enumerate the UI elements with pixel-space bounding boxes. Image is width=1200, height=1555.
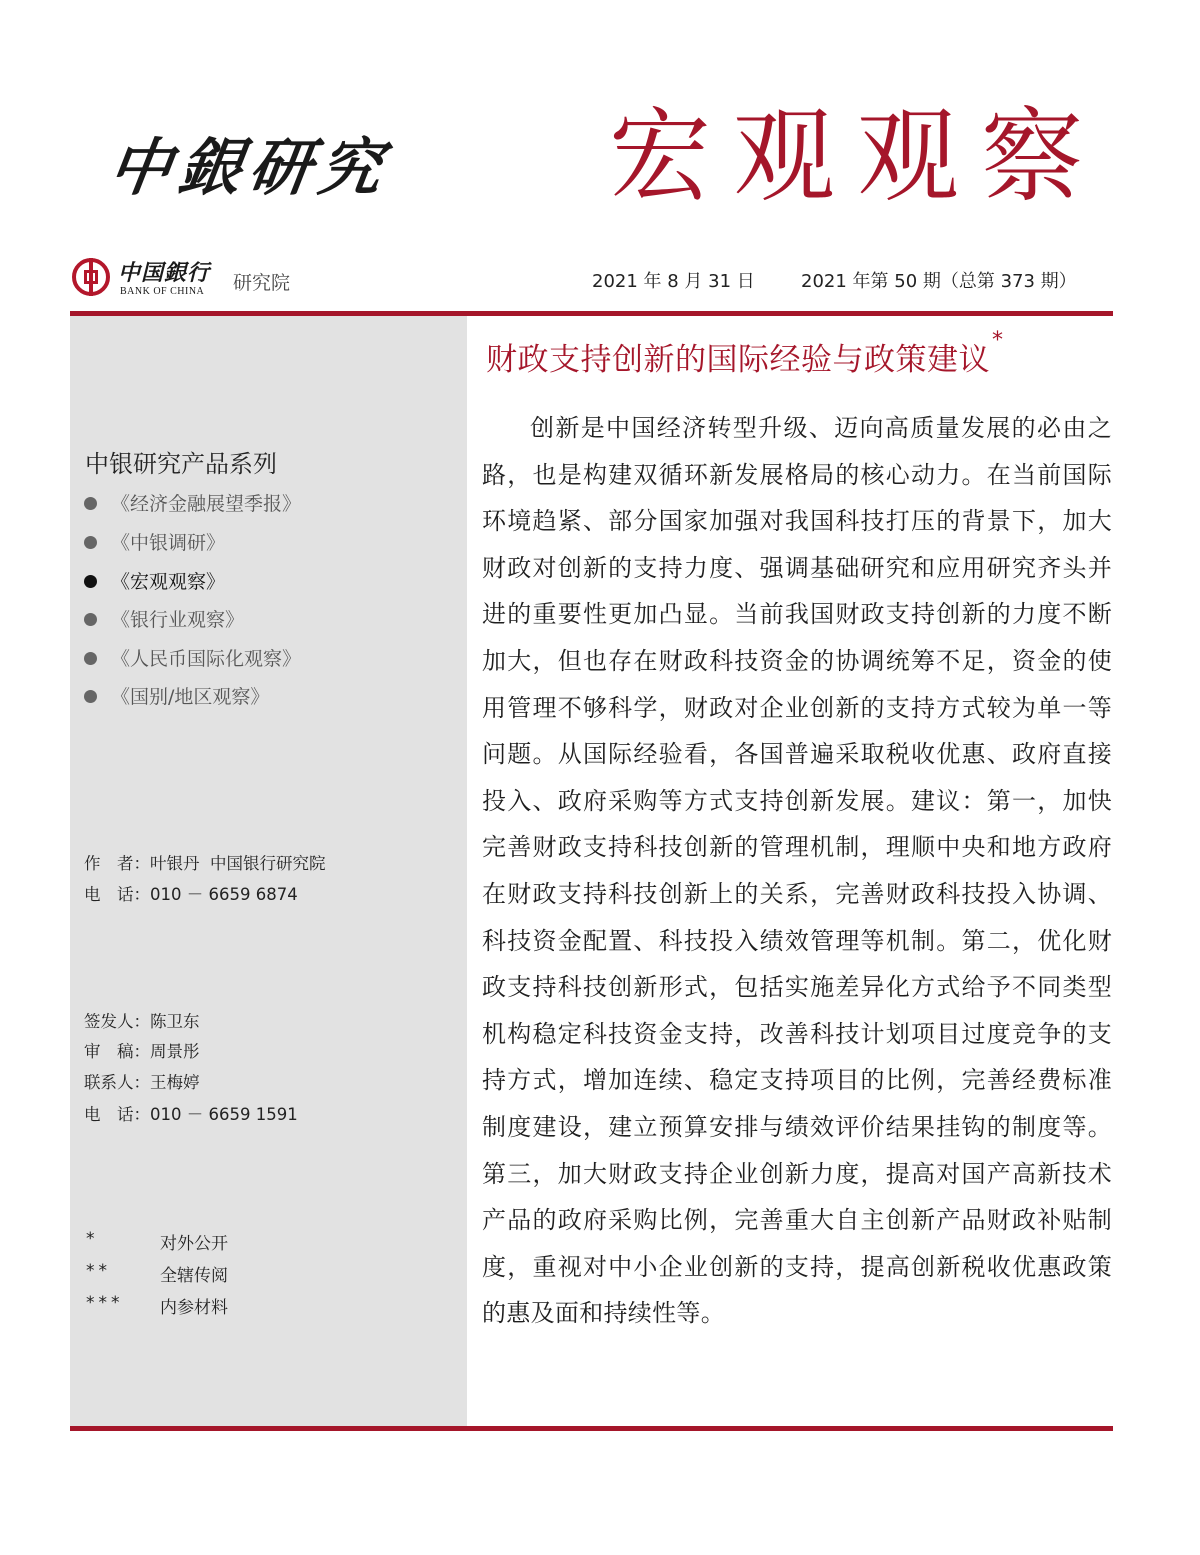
series-item-label: 《银行业观察》 [111,609,245,631]
bullet-icon [84,613,97,626]
bank-of-china-logo-icon [72,258,110,296]
bullet-icon [84,497,97,510]
series-item [84,684,269,710]
series-item-current [84,569,225,595]
article-title-text: 财政支持创新的国际经验与政策建议 [486,342,990,378]
series-title: 宏观观察 [609,98,1105,217]
brand-calligraphy-logo: 中銀研究 [104,131,395,204]
bank-name-english: BANK OF CHINA [120,286,205,297]
bank-name-chinese: 中国銀行 [118,260,211,286]
signer-line: 签发人：陈卫东 [84,1012,200,1031]
series-item-label: 《国别/地区观察》 [111,686,270,708]
bullet-icon [84,652,97,665]
series-item-label: 《中银调研》 [111,532,226,554]
reviewer-line: 审 稿：周景彤 [84,1042,200,1061]
series-item [84,646,301,672]
series-item-label: 《人民币国际化观察》 [111,648,302,670]
contact-phone-line: 电 话：010 － 6659 1591 [84,1105,298,1124]
bullet-icon [84,575,97,588]
legend-stars: ** [86,1261,111,1281]
institute-label: 研究院 [233,272,291,294]
bullet-icon [84,536,97,549]
series-item [84,607,244,633]
author-phone-line: 电 话：010 － 6659 6874 [84,885,298,904]
legend-stars: *** [86,1293,124,1313]
issue-number: 2021 年第 50 期（总第 373 期） [801,271,1077,292]
bullet-icon [84,690,97,703]
contact-line: 联系人：王梅婷 [84,1073,200,1092]
article-body: 创新是中国经济转型升级、迈向高质量发展的必由之路，也是构建双循环新发展格局的核心动力。在当前国际环境趋紧、部分国家加强对我国科技打压的背景下，加大财政对创新的支持力度、强调基础研究和应用研究齐头并进的重要性更加凸显。当前我国财政支持创新的力度不断加大，但也存在财政科技资金的协调统筹不足，资金的使用管理不够科学，财政对企业创新的支持方式较为单一等问题。从国际经验看，各国普遍采取税收优惠、政府直接投入、政府采购等方式支持创新发展。建议：第一，加快完善财政支持科技创新的管理机制，理顺中央和地方政府在财政支持科技创新上的关系，完善财政科技投入协调、科技资金配置、科技投入绩效管理等机制。第二，优化财政支持科技创新形式，包括实施差异化方式给予不同类型机构稳定科技资金支持，改善科技计划项目过度竞争的支持方式，增加连续、稳定支持项目的比例，完善经费标准制度建设，建立预算安排与绩效评价结果挂钩的制度等。第三，加大财政支持企业创新力度，提高对国产高新技术产品的政府采购比例，完善重大自主创新产品财政补贴制度，重视对中小企业创新的支持，提高创新税收优惠政策的惠及面和持续性等。 [482,414,1112,1328]
author-line: 作 者：叶银丹 中国银行研究院 [84,854,326,873]
series-item [84,530,225,556]
legend-text: 全辖传阅 [160,1266,228,1286]
bottom-divider [70,1426,1113,1431]
product-series-heading: 中银研究产品系列 [85,450,277,478]
legend-text: 内参材料 [160,1298,228,1318]
article-title-mark: * [992,328,1004,353]
article-title [486,328,1004,379]
legend-text: 对外公开 [160,1234,228,1254]
series-item-label: 《宏观观察》 [111,571,226,593]
series-item-label: 《经济金融展望季报》 [111,493,302,515]
series-item [84,491,301,517]
issue-date: 2021 年 8 月 31 日 [592,271,755,292]
legend-stars: * [86,1229,99,1249]
